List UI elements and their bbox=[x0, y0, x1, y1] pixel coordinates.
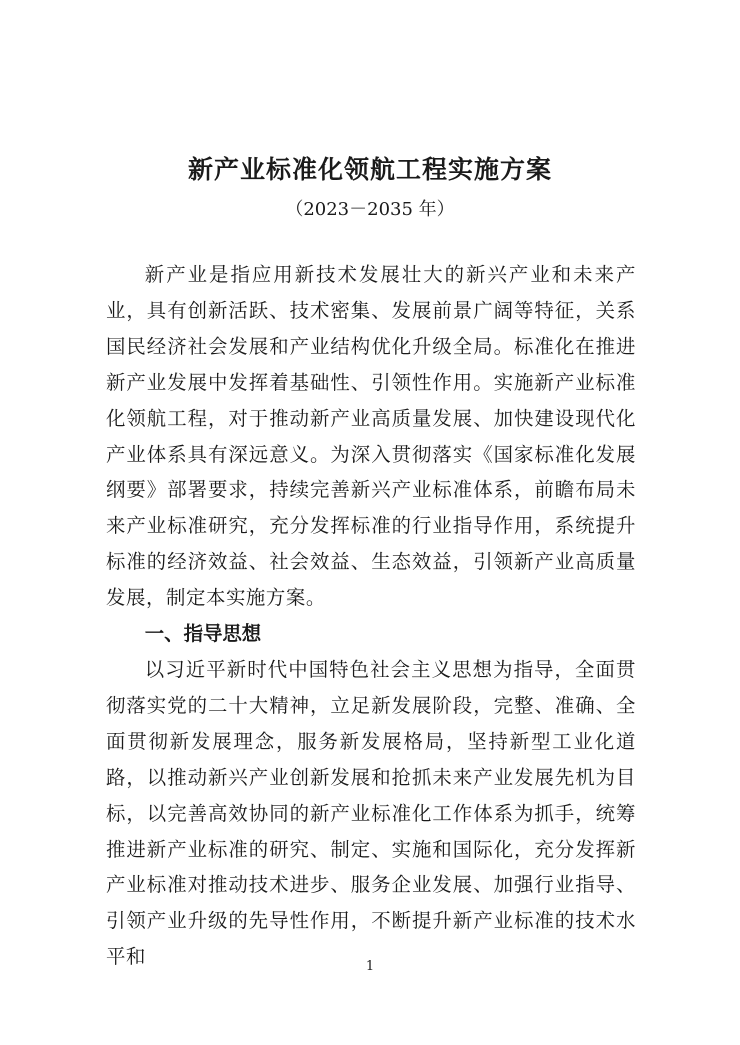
intro-paragraph: 新产业是指应用新技术发展壮大的新兴产业和未来产业，具有创新活跃、技术密集、发展前景广阔等特征，关系国民经济社会发展和产业结构优化升级全局。标准化在推进新产业发展中发挥着基础性、引领性作用。实施新产业标准化领航工程，对于推动新产业高质量发展、加快建设现代化产业体系具有深远意义。为深入贯彻落实《国家标准化发展纲要》部署要求，持续完善新兴产业标准体系，前瞻布局未来产业标准研究，充分发挥标准的行业指导作用，系统提升标准的经济效益、社会效益、生态效益，引领新产业高质量发展，制定本实施方案。 bbox=[106, 263, 636, 610]
page-number: 1 bbox=[365, 959, 375, 974]
document-title: 新产业标准化领航工程实施方案 bbox=[187, 155, 552, 184]
section-heading-guiding-ideology: 一、指导思想 bbox=[144, 622, 262, 646]
document-subtitle: （2023－2035 年） bbox=[285, 199, 455, 220]
section-paragraph-guiding-ideology: 以习近平新时代中国特色社会主义思想为指导，全面贯彻落实党的二十大精神，立足新发展阶段，完整、准确、全面贯彻新发展理念，服务新发展格局，坚持新型工业化道路，以推动新兴产业创新发展和抢抓未来产业发展先机为目标，以完善高效协同的新产业标准化工作体系为抓手，统筹推进新产业标准的研究、制定、实施和国际化，充分发挥新产业标准对推动技术进步、服务企业发展、加强行业指导、引领产业升级的先导性作用，不断提升新产业标准的技术水平和 bbox=[106, 657, 636, 969]
document-body bbox=[106, 257, 636, 975]
